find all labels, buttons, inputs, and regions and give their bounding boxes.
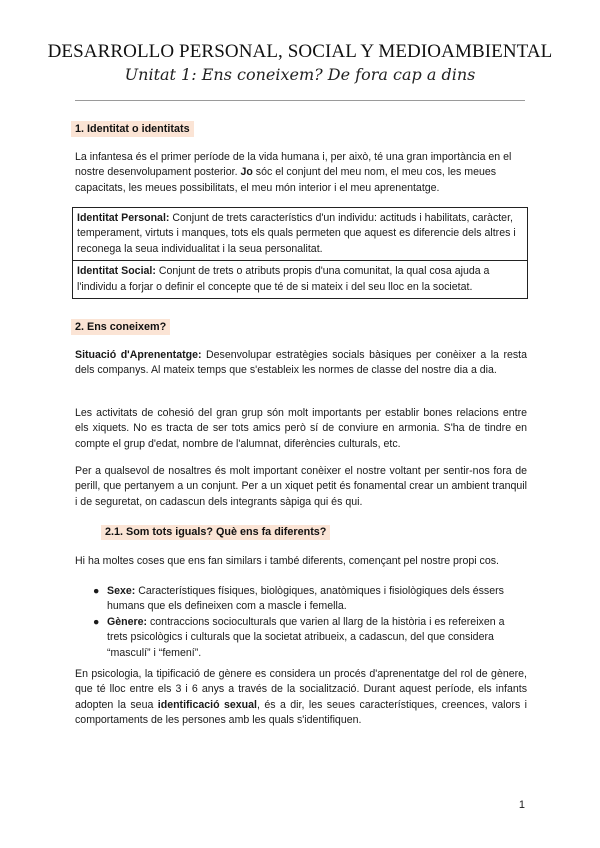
entorn-paragraph: Per a qualsevol de nosaltres és molt important conèixer el nostre voltant per sentir-nos fora de perill, que pertanyem a un conjunt. Per a un xiquet petit és fonamental crear un ambient tranquil i de seguretat, on cadascun dels integrants sàpiga qui és qui. bbox=[75, 465, 527, 508]
intro-bold-jo: Jo bbox=[240, 166, 253, 179]
document-title: DESARROLLO PERSONAL, SOCIAL Y MEDIOAMBIENTAL bbox=[47, 41, 553, 62]
closing-text-part1: En psicologia, la tipificació de gènere es considera un procés d'aprenentatge del rol de gènere, que té lloc entre els 3 i 6 anys a través de la socialització. Durant aquest període, els infants adopten la seua bbox=[75, 668, 527, 711]
definition-identitat-personal bbox=[73, 208, 527, 260]
page-number: 1 bbox=[518, 799, 525, 811]
intro-text-part1: La infantesa és el primer període de la vida humana i, per això, té una gran importància en el nostre desenvolupament posterior. bbox=[75, 151, 512, 179]
definition-term: Identitat Social: bbox=[77, 265, 156, 278]
definition-identitat-social bbox=[73, 260, 527, 298]
definition-text: Conjunt de trets característics d'un individu: actituds i habilitats, caràcter, temperament, virtuts i manques, tots els quals permeten que aquest es diferencie dels altres i reconega la seua individualitat i la seua personalitat. bbox=[77, 212, 516, 255]
list-item-text: Característiques físiques, biològiques, anatòmiques i fisiològiques dels éssers humans que els defineixen com a mascle i femella. bbox=[107, 585, 504, 613]
list-item-term: Gènere: bbox=[107, 615, 148, 628]
differences-intro: Hi ha moltes coses que ens fan similars i també diferents, començant pel nostre propi cos. bbox=[75, 555, 499, 567]
section-heading-ens-coneixem: 2. Ens coneixem? bbox=[71, 319, 170, 335]
list-item-term: Sexe: bbox=[107, 585, 136, 597]
situacio-term: Situació d'Aprenentatge: bbox=[75, 349, 202, 361]
unit-subtitle: Unitat 1: Ens coneixem? De fora cap a dins bbox=[124, 65, 476, 84]
definitions-box bbox=[72, 207, 528, 299]
psicologia-paragraph bbox=[75, 667, 527, 729]
subsection-heading-som-tots-iguals: 2.1. Som tots iguals? Què ens fa diferents? bbox=[101, 525, 330, 540]
definition-term: Identitat Personal: bbox=[77, 212, 170, 224]
list-item-text: contraccions socioculturals que varien al llarg de la història i es refereixen a trets psicològics i culturals que la societat atribueix, a cadascun, del que considera “masculí” i “femení”. bbox=[107, 615, 505, 659]
differences-list bbox=[93, 584, 527, 661]
definition-text: Conjunt de trets o atributs propis d'una comunitat, la qual cosa ajuda a l'individu a forjar o definir el concepte que té de si mateix i del seu lloc en la societat. bbox=[77, 265, 490, 293]
intro-paragraph bbox=[75, 150, 527, 196]
situacio-text: Desenvolupar estratègies socials bàsiques per conèixer a la resta dels companys. Al mateix temps que s'estableix les normes de classe del nostre dia a dia. bbox=[75, 349, 528, 377]
cohesio-paragraph: Les activitats de cohesió del gran grup són molt importants per establir bones relacions entre els xiquets. No es tracta de ser tots amics però sí de conviure en armonia. S'ha de tindre en compte el grup d'edat, nombre de l'alumnat, diferències culturals, etc. bbox=[75, 407, 527, 450]
closing-bold-term: identificació sexual bbox=[157, 698, 257, 711]
section-heading-identitat: 1. Identitat o identitats bbox=[71, 121, 194, 137]
list-item-sexe bbox=[93, 584, 527, 615]
closing-text-part2: , és a dir, les seues característiques, creences, valors i comportaments de les persones amb les quals s'identifiquen. bbox=[75, 698, 528, 727]
header-divider bbox=[75, 100, 525, 101]
intro-text-part2: sóc el conjunt del meu nom, el meu cos, les meues capacitats, les meues possibilitats, el meu món interior i el meu aprenentatge. bbox=[75, 166, 497, 194]
list-item-genere bbox=[93, 615, 527, 661]
bullet-dot: ● bbox=[93, 585, 100, 597]
situacio-paragraph bbox=[75, 348, 527, 379]
bullet-dot: ● bbox=[93, 615, 100, 628]
